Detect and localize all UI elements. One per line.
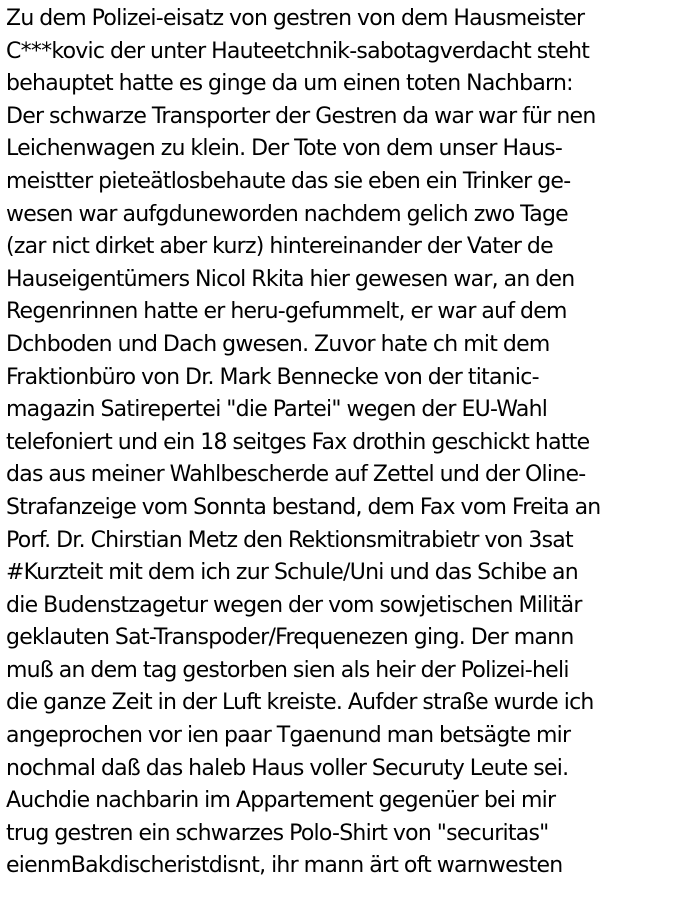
text-line-18: #Kurzteit mit dem ich zur Schule/Uni und das Schibe an — [6, 560, 578, 586]
text-line-11: Dchboden und Dach gwesen. Zuvor hate ch mit dem — [6, 331, 550, 357]
text-line-24: nochmal daß das haleb Haus voller Securuty Leute sei. — [6, 755, 569, 781]
text-line-2: C***kovic der unter Hauteetchnik-sabotagverdacht steht — [6, 38, 590, 64]
text-line-14: telefoniert und ein 18 seitges Fax drothin geschickt hatte — [6, 429, 590, 455]
text-line-20: geklauten Sat-Transpoder/Frequenezen ging. Der mann — [6, 625, 574, 651]
text-line-5: Leichenwagen zu klein. Der Tote von dem unser Haus- — [6, 136, 563, 162]
text-line-25: Auchdie nachbarin im Appartement gegenüer bei mir — [6, 788, 556, 814]
text-line-27: eienmBakdischeristdisnt, ihr mann ärt oft warnwesten — [6, 853, 563, 879]
text-line-8: (zar nict dirket aber kurz) hintereinander der Vater de — [6, 234, 553, 260]
text-line-3: behauptet hatte es ginge da um einen toten Nachbarn: — [6, 71, 573, 97]
document-text — [6, 3, 682, 883]
text-line-12: Fraktionbüro von Dr. Mark Bennecke von der titanic- — [6, 364, 539, 390]
text-line-6: meistter pieteätlosbehaute das sie eben ein Trinker ge- — [6, 168, 571, 194]
text-line-21: muß an dem tag gestorben sien als heir der Polizei-heli — [6, 657, 569, 683]
text-line-4: Der schwarze Transporter der Gestren da war war für nen — [6, 103, 596, 129]
text-line-13: magazin Satirepertei "die Partei" wegen der EU-Wahl — [6, 397, 548, 423]
text-line-16: Strafanzeige vom Sonnta bestand, dem Fax vom Freita an — [6, 494, 601, 520]
text-line-7: wesen war aufgduneworden nachdem gelich zwo Tage — [6, 201, 568, 227]
text-line-22: die ganze Zeit in der Luft kreiste. Aufder straße wurde ich — [6, 690, 594, 716]
text-line-17: Porf. Dr. Chirstian Metz den Rektionsmitrabietr von 3sat — [6, 527, 573, 553]
text-line-9: Hauseigentümers Nicol Rkita hier gewesen war, an den — [6, 266, 575, 292]
text-line-10: Regenrinnen hatte er heru-gefummelt, er war auf dem — [6, 299, 567, 325]
text-line-23: angeprochen vor ien paar Tgaenund man betsägte mir — [6, 723, 571, 749]
text-line-26: trug gestren ein schwarzes Polo-Shirt von "securitas" — [6, 820, 549, 846]
text-line-15: das aus meiner Wahlbescherde auf Zettel und der Oline- — [6, 462, 586, 488]
text-line-19: die Budenstzagetur wegen der vom sowjetischen Militär — [6, 592, 582, 618]
text-line-1: Zu dem Polizei-eisatz von gestren von dem Hausmeister — [6, 6, 585, 31]
